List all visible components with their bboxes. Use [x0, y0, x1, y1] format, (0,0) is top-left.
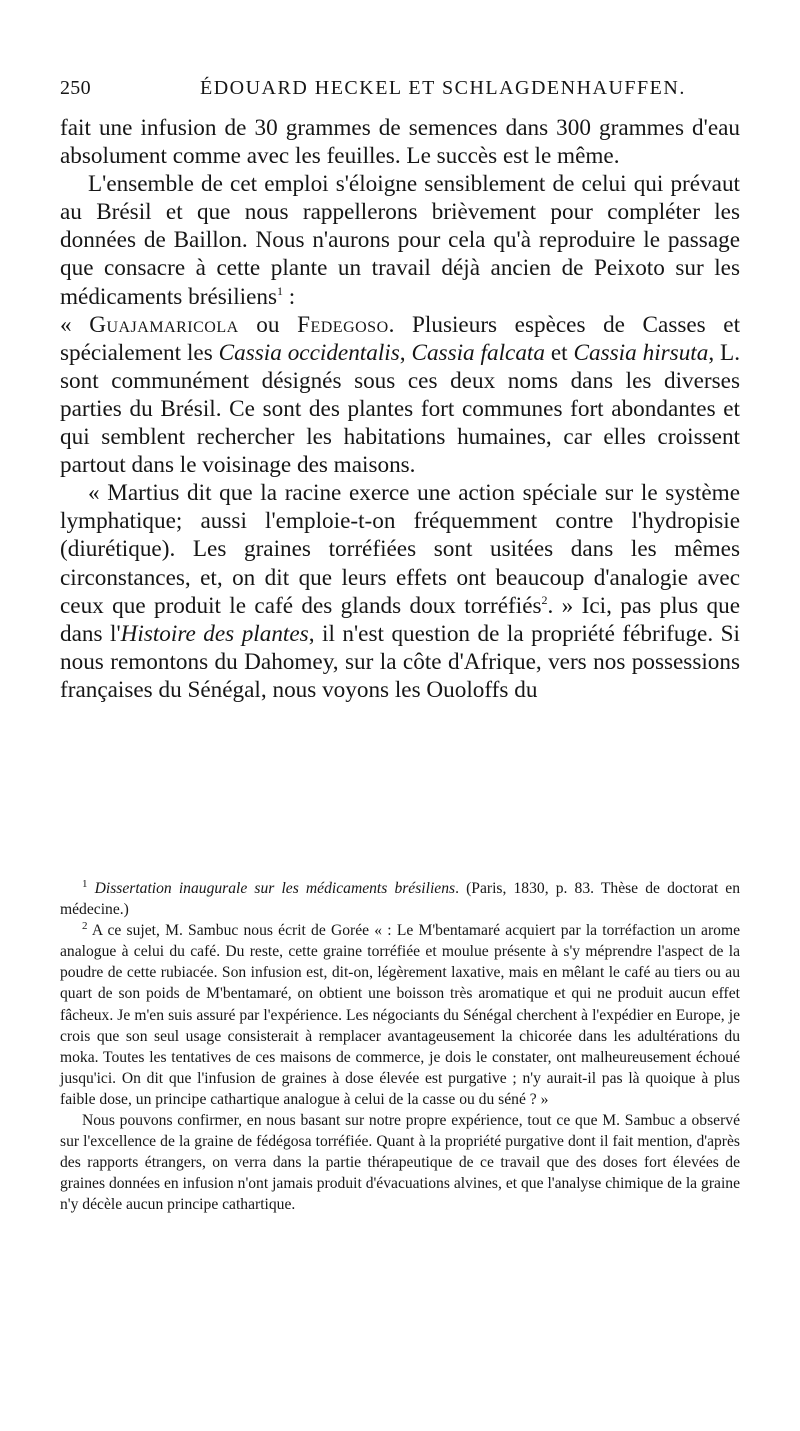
footnote-2-continuation-text: Nous pouvons confirmer, en nous basant sur notre propre expérience, tout ce que M. Sambuc a observé sur l'excellence de la graine de fédégosa torréfiée. Quant à la propriété purgative dont il fait mention, d'après des rapports étrangers, on verra dans la partie thérapeutique de ce travail que des doses fort élevées de graines données en infusion n'ont jamais produit d'évacuations alvines, et que l'analyse chimique de la graine n'y décèle aucun principe cathartique.: [60, 1112, 740, 1214]
footnote-2-text: A ce sujet, M. Sambuc nous écrit de Gorée « : Le M'bentamaré acquiert par la torréfaction un arome analogue à celui du café. Du reste, cette graine torréfiée et moulue présente à s'y méprendre l'aspect de la poudre de cette rubiacée. Son infusion est, dit-on, légèrement laxative, mais en mêlant le café au tiers ou au quart de son poids de M'bentamaré, on obtient une boisson très aromatique et qui ne produit aucun effet fâcheux. Je m'en suis assuré par l'expérience. Les négociants du Sénégal cherchent à l'expédier en Europe, je crois que son seul usage consisterait à remplacer avantageusement la chicorée dans les adultérations du moka. Toutes les tentatives de ces maisons de commerce, je dois le constater, ont malheureusement échoué jusqu'ici. On dit que l'infusion de graines à dose élevée est purgative ; n'y aurait-il pas là quoique à plus faible dose, un principe cathartique analogue à celui de la casse ou du séné ? »: [60, 922, 740, 1108]
footnotes: [60, 878, 740, 1216]
text-comma: ,: [399, 339, 412, 366]
text-et: et: [544, 339, 574, 366]
footnote-ref-2: 2: [541, 592, 548, 607]
page-number: 250: [60, 77, 91, 99]
footnote-2-marker: 2: [82, 920, 88, 933]
paragraph-4-text-c: , il n'est question de la propriété fébrifuge. Si nous remontons du Dahomey, sur la côte d'Afrique, vers nos possessions françaises du Sénégal, nous voyons les Ouoloffs du: [60, 620, 740, 703]
paragraph-2-end: :: [283, 283, 296, 310]
paragraph-2: [60, 170, 740, 310]
title-histoire-des-plantes: Histoire des plantes: [120, 620, 309, 647]
species-cassia-falcata: Cassia falcata: [411, 339, 545, 366]
species-cassia-hirsuta: Cassia hirsuta: [573, 339, 709, 366]
paragraph-1-text: fait une infusion de 30 grammes de semences dans 300 grammes d'eau absolument comme avec les feuilles. Le succès est le même.: [60, 115, 740, 170]
footnote-1-title: Dissertation inaugurale sur les médicaments brésiliens: [94, 880, 456, 897]
paragraph-4: [60, 479, 740, 704]
plant-name-guajamaricola: Guajamaricola: [89, 311, 239, 338]
text-ou: ou: [238, 311, 298, 338]
footnote-2: [60, 920, 740, 1110]
main-text: [60, 114, 740, 704]
paragraph-3-text-b: , L. sont communément désignés sous ces deux noms dans les diverses parties du Brésil. Ce sont des plantes fort communes fort abondantes et qui semblent rechercher les habitations humaines, car elles croissent partout dans le voisinage des maisons.: [60, 339, 741, 479]
footnote-1: [60, 878, 740, 920]
paragraph-3: [60, 311, 740, 480]
paragraph-4-text-b: . » Ici, pas plus que dans l': [60, 592, 740, 647]
footnote-ref-1: 1: [277, 283, 283, 298]
footnote-1-marker: 1: [82, 878, 88, 890]
paragraph-3-text-a: . Plusieurs espèces de Casses et spécialement les: [60, 311, 741, 366]
paragraph-4-text-a: « Martius dit que la racine exerce une action spéciale sur le système lymphatique; aussi l'emploie-t-on fréquemment contre l'hydropisie (diurétique). Les graines torréfiées sont usitées dans les mêmes circonstances, et, on dit que leurs effets ont beaucoup d'analogie avec ceux que produit le café des glands doux torréfiés: [60, 480, 740, 619]
paragraph-2-text: L'ensemble de cet emploi s'éloigne sensiblement de celui qui prévaut au Brésil et que nous rappellerons brièvement pour compléter les données de Baillon. Nous n'aurons pour cela qu'à reproduire le passage que consacre à cette plante un travail déjà ancien de Peixoto sur les médicaments brésiliens: [60, 171, 740, 310]
plant-name-fedegoso: Fedegoso: [297, 311, 389, 338]
species-cassia-occidentalis: Cassia occidentalis: [218, 339, 400, 366]
footnote-2-continuation: [60, 1110, 740, 1215]
footnote-1-text: . (Paris, 1830, p. 83. Thèse de doctorat en médecine.): [60, 880, 740, 919]
quote-open: «: [60, 311, 90, 338]
running-head: ÉDOUARD HECKEL ET SCHLAGDENHAUFFEN.: [200, 77, 686, 99]
paragraph-1: [60, 114, 740, 170]
